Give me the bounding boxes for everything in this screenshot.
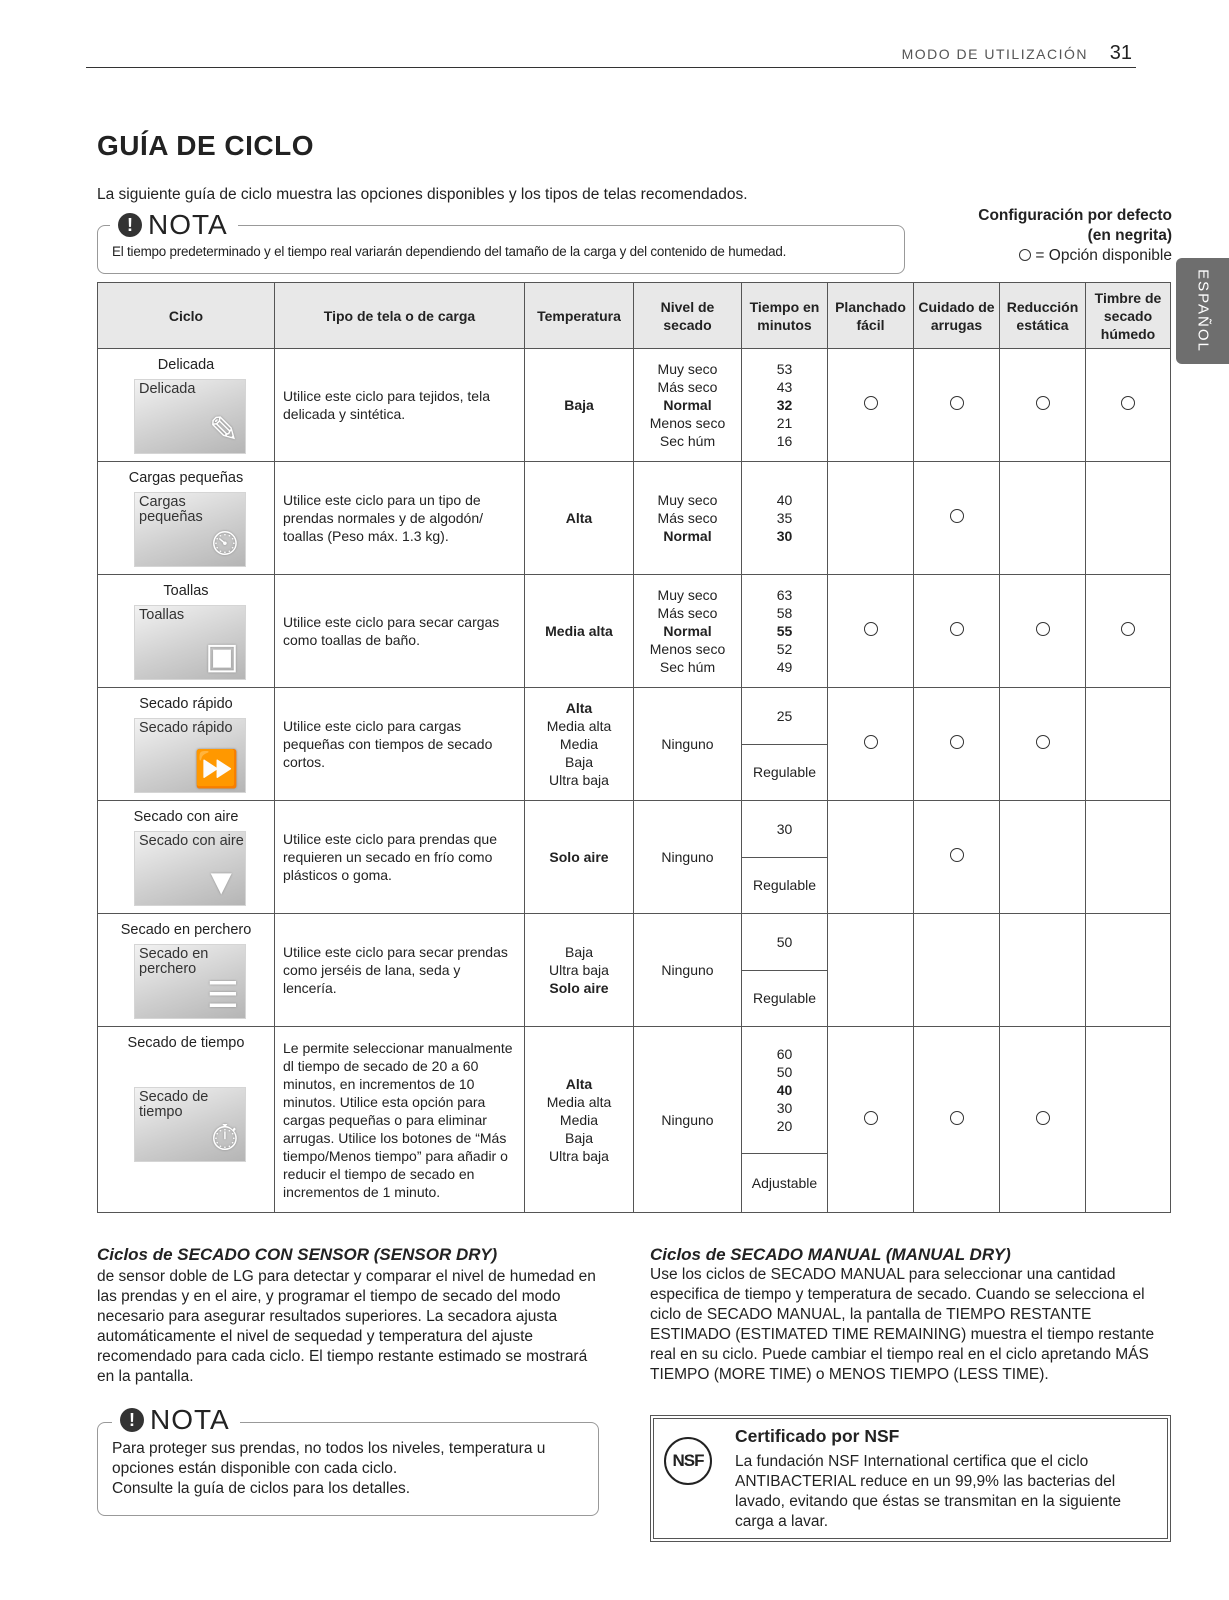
- note-heading: [110, 209, 238, 241]
- time-default: 25: [776, 708, 793, 724]
- time-adjustable: Regulable: [752, 877, 817, 893]
- easy-iron-cell: [828, 575, 914, 688]
- cycle-image-label: Secado de tiempo: [139, 1089, 209, 1120]
- time-adjustable: Regulable: [752, 764, 817, 780]
- cell-line: 40: [776, 492, 793, 508]
- cell-line: 55: [776, 623, 793, 639]
- note-box-top: [97, 209, 905, 274]
- wrinkle-care-cell: [914, 801, 1000, 914]
- cycle-name: Secado en perchero: [120, 922, 252, 938]
- easy-iron-cell: [828, 688, 914, 801]
- option-available-icon: [1121, 622, 1135, 636]
- col-header: Tipo de tela o de carga: [275, 283, 525, 349]
- cell-line: Normal: [663, 623, 712, 639]
- option-available-icon: [1036, 735, 1050, 749]
- cell-line: 60: [776, 1046, 793, 1062]
- col-header: Cuidado de arrugas: [914, 283, 1000, 349]
- temperature-cell: [525, 801, 634, 914]
- scale-icon: ⏲: [210, 522, 239, 563]
- cycle-image: [134, 944, 246, 1019]
- temperature-cell: [525, 914, 634, 1027]
- option-available-icon: [950, 848, 964, 862]
- cycle-cell: [98, 575, 275, 688]
- note-text: El tiempo predeterminado y el tiempo real variarán dependiendo del tamaño de la carga y del contenido de humedad.: [112, 244, 787, 259]
- static-reduction-cell: [1000, 462, 1086, 575]
- temperature-value: Media alta: [545, 623, 613, 639]
- section-title: MODO DE UTILIZACIÓN: [901, 46, 1088, 62]
- cell-line: Media: [559, 736, 599, 752]
- cycle-guide-table: [97, 282, 1171, 1213]
- dry-level-value: Ninguno: [661, 962, 714, 978]
- cell-line: Muy seco: [657, 361, 718, 377]
- option-available-icon: [864, 396, 878, 410]
- temperature-value: Solo aire: [549, 849, 609, 865]
- note-heading: [112, 1404, 240, 1436]
- fabric-cell: Utilice este ciclo para un tipo de prendas normales y de algodón/ toallas (Peso máx. 1.3 kg).: [275, 462, 525, 575]
- note-word: NOTA: [148, 209, 228, 240]
- option-available-icon: [950, 622, 964, 636]
- fabric-cell: Utilice este ciclo para cargas pequeñas con tiempos de secado cortos.: [275, 688, 525, 801]
- wrinkle-care-cell: [914, 688, 1000, 801]
- dry-level-cell: [634, 1027, 742, 1213]
- cell-line: Más seco: [657, 510, 718, 526]
- towel-icon: ▣: [204, 635, 239, 676]
- cell-line: Ultra baja: [549, 1147, 609, 1164]
- time-cell: [742, 462, 828, 575]
- fabric-cell: Utilice este ciclo para tejidos, tela delicada y sintética.: [275, 349, 525, 462]
- option-available-icon: [950, 735, 964, 749]
- table-header-row: [98, 283, 1171, 349]
- cell-line: 16: [776, 433, 793, 449]
- damp-dry-signal-cell: [1086, 688, 1171, 801]
- cell-line: Baja: [564, 944, 594, 960]
- sensor-dry-text: de sensor doble de LG para detectar y comparar el nivel de humedad en las prendas y en el aire, y programar el tiempo de secado del modo necesario para asegurar resultados superiores. La secadora ajusta automáticamente el nivel de sequedad y temperatura del ajuste recomendado para cada ciclo. El tiempo restante estimado se mostrará en la pantalla.: [97, 1268, 596, 1385]
- cell-line: 21: [776, 415, 793, 431]
- cell-line: 30: [776, 528, 793, 544]
- cell-line: Ultra baja: [549, 772, 609, 788]
- time-top: [742, 802, 827, 858]
- time-bottom: [742, 745, 827, 800]
- cell-line: 43: [776, 379, 793, 395]
- damp-dry-signal-cell: [1086, 462, 1171, 575]
- cell-line: Baja: [564, 754, 594, 770]
- note-text: [112, 1439, 588, 1499]
- defaults-legend: [978, 206, 1172, 266]
- option-available-icon: [1121, 396, 1135, 410]
- dry-level-cell: [634, 349, 742, 462]
- cell-line: 49: [776, 659, 793, 675]
- cell-line: 32: [776, 397, 793, 413]
- cell-line: 20: [776, 1118, 793, 1134]
- cycle-name: Cargas pequeñas: [128, 470, 244, 486]
- cycle-name: Secado con aire: [133, 809, 239, 825]
- table-row: [98, 349, 1171, 462]
- cell-line: Normal: [663, 528, 712, 544]
- temperature-cell: [525, 462, 634, 575]
- col-header: Nivel de secado: [634, 283, 742, 349]
- cell-line: Sec húm: [659, 659, 716, 675]
- time-top: [742, 915, 827, 971]
- cycle-image-label: Secado con aire: [139, 833, 244, 849]
- cell-line: Media alta: [546, 718, 612, 734]
- dry-level-cell: [634, 462, 742, 575]
- language-tab-label: ESPAÑOL: [1194, 269, 1211, 353]
- option-available-icon: [950, 1111, 964, 1125]
- legend-line: [978, 246, 1172, 266]
- wrinkle-care-cell: [914, 462, 1000, 575]
- time-cell: [742, 349, 828, 462]
- option-available-icon: [864, 1111, 878, 1125]
- option-available-icon: [950, 509, 964, 523]
- cycle-cell: [98, 1027, 275, 1213]
- dry-level-value: Ninguno: [661, 736, 714, 752]
- cell-line: Media alta: [546, 1093, 612, 1110]
- col-header: Timbre de secado húmedo: [1086, 283, 1171, 349]
- time-bottom: [742, 1154, 827, 1212]
- nsf-logo: NSF: [664, 1437, 712, 1485]
- temperature-value: Alta: [565, 510, 593, 526]
- note-word: NOTA: [150, 1404, 230, 1435]
- dry-level-cell: [634, 575, 742, 688]
- cell-line: Baja: [564, 1129, 594, 1146]
- static-reduction-cell: [1000, 688, 1086, 801]
- warning-icon: !: [120, 1408, 144, 1432]
- fast-forward-icon: ⏩: [194, 748, 239, 789]
- cell-line: 58: [776, 605, 793, 621]
- col-header: Tiempo en minutos: [742, 283, 828, 349]
- dry-level-cell: [634, 801, 742, 914]
- cell-line: Muy seco: [657, 492, 718, 508]
- cycle-image-label: Cargas pequeñas: [139, 494, 203, 525]
- cell-line: Más seco: [657, 605, 718, 621]
- cell-line: 63: [776, 587, 793, 603]
- defaults-title: Configuración por defecto: [978, 207, 1172, 224]
- temperature-cell: [525, 688, 634, 801]
- nsf-certified-box: [650, 1415, 1171, 1542]
- option-available-icon: [950, 396, 964, 410]
- note-line: opciones están disponible con cada ciclo.: [112, 1460, 398, 1477]
- fabric-cell: Utilice este ciclo para secar cargas como toallas de baño.: [275, 575, 525, 688]
- cell-line: Alta: [565, 1075, 593, 1092]
- cell-line: 40: [776, 1082, 793, 1098]
- table-row: [98, 462, 1171, 575]
- wrinkle-care-cell: [914, 1027, 1000, 1213]
- cycle-name: Delicada: [157, 357, 215, 373]
- time-adjustable: Adjustable: [751, 1174, 818, 1191]
- option-available-icon: [864, 735, 878, 749]
- time-cell: [742, 1027, 828, 1213]
- damp-dry-signal-cell: [1086, 914, 1171, 1027]
- dry-level-value: Ninguno: [661, 1111, 714, 1128]
- note-line: Consulte la guía de ciclos para los detalles.: [112, 1480, 411, 1497]
- dry-level-cell: [634, 688, 742, 801]
- cell-line: 52: [776, 641, 793, 657]
- note-box-bottom: [97, 1404, 599, 1516]
- time-bottom: [742, 971, 827, 1026]
- fabric-cell: Utilice este ciclo para secar prendas como jerséis de lana, seda y lencería.: [275, 914, 525, 1027]
- cell-line: Muy seco: [657, 587, 718, 603]
- temperature-value: Baja: [564, 397, 594, 413]
- time-bottom: [742, 858, 827, 913]
- feather-icon: ✎: [208, 409, 239, 450]
- manual-dry-title: Ciclos de SECADO MANUAL (MANUAL DRY): [650, 1245, 1011, 1264]
- page-number: 31: [1109, 42, 1132, 64]
- easy-iron-cell: [828, 914, 914, 1027]
- page-header: [86, 44, 1136, 68]
- dry-level-value: Ninguno: [661, 849, 714, 865]
- sensor-dry-title: Ciclos de SECADO CON SENSOR (SENSOR DRY): [97, 1245, 498, 1264]
- table-row: [98, 575, 1171, 688]
- cycle-image: [134, 492, 246, 567]
- cycle-cell: [98, 688, 275, 801]
- option-available-icon: [1036, 622, 1050, 636]
- fabric-cell: Le permite seleccionar manualmente dl tiempo de secado de 20 a 60 minutos, en incrementos de 10 minutos. Utilice esta opción para cargas pequeñas o para eliminar arrugas. Utilice los botones de “Más tiempo/Menos tiempo” para añadir o reducir el tiempo de secado en incrementos de 1 minuto.: [275, 1027, 525, 1213]
- damp-dry-signal-cell: [1086, 575, 1171, 688]
- option-available-icon: [1036, 1111, 1050, 1125]
- col-header: Ciclo: [98, 283, 275, 349]
- cell-line: Alta: [565, 700, 593, 716]
- static-reduction-cell: [1000, 349, 1086, 462]
- dry-level-cell: [634, 914, 742, 1027]
- temperature-cell: [525, 349, 634, 462]
- col-header: Reducción estática: [1000, 283, 1086, 349]
- cycle-name: Toallas: [163, 583, 209, 599]
- table-row: [98, 801, 1171, 914]
- manual-dry-text: Use los ciclos de SECADO MANUAL para seleccionar una cantidad especifica de tiempo y temperatura de secado. Cuando se selecciona el ciclo de SECADO MANUAL, la pantalla de TIEMPO RESTANTE ESTIMADO (ESTIMATED TIME REMAINING) muestra el tiempo restante real en su ciclo. Puede cambiar el tiempo real en el ciclo apretando MÁS TIEMPO (MORE TIME) o MENOS TIEMPO (LESS TIME).: [650, 1266, 1155, 1383]
- option-available-icon: [1036, 396, 1050, 410]
- cycle-cell: [98, 914, 275, 1027]
- time-cell: [742, 575, 828, 688]
- damp-dry-signal-cell: [1086, 349, 1171, 462]
- cycle-image: [134, 605, 246, 680]
- cycle-image-label: Secado rápido: [139, 720, 233, 736]
- cell-line: Ultra baja: [549, 962, 609, 978]
- table-row: [98, 914, 1171, 1027]
- easy-iron-cell: [828, 801, 914, 914]
- easy-iron-cell: [828, 349, 914, 462]
- cycle-image: [134, 1087, 246, 1162]
- cell-line: 53: [776, 361, 793, 377]
- easy-iron-cell: [828, 462, 914, 575]
- cell-line: Menos seco: [649, 415, 726, 431]
- language-tab: [1176, 258, 1229, 364]
- cell-line: 50: [776, 1064, 793, 1080]
- time-top: [742, 689, 827, 745]
- circle-icon: [1019, 249, 1031, 261]
- intro-text: La siguiente guía de ciclo muestra las opciones disponibles y los tipos de telas recomendados.: [97, 186, 748, 203]
- temperature-cell: [525, 1027, 634, 1213]
- warning-icon: !: [118, 213, 142, 237]
- rack-icon: ☰: [206, 974, 239, 1015]
- time-default: 30: [776, 821, 793, 837]
- option-available-icon: [864, 622, 878, 636]
- table-row: [98, 1027, 1171, 1213]
- cycle-name: Secado de tiempo: [127, 1035, 245, 1051]
- cycle-image: [134, 718, 246, 793]
- static-reduction-cell: [1000, 801, 1086, 914]
- nsf-text: La fundación NSF International certifica que el ciclo ANTIBACTERIAL reduce en un 99,9% las bacterias del lavado, evitando que éstas se transmitan en la siguiente carga a lavar.: [735, 1453, 1122, 1530]
- time-cell: [742, 914, 828, 1027]
- cell-line: 30: [776, 1100, 793, 1116]
- shirt-icon: ▼: [203, 861, 239, 902]
- static-reduction-cell: [1000, 914, 1086, 1027]
- cycle-image-label: Secado en perchero: [139, 946, 209, 977]
- cell-line: Media: [559, 1111, 599, 1128]
- cell-line: Solo aire: [549, 980, 609, 996]
- time-cell: [742, 801, 828, 914]
- time-top: [742, 1028, 827, 1154]
- temperature-cell: [525, 575, 634, 688]
- time-adjustable: Regulable: [752, 990, 817, 1006]
- cell-line: Más seco: [657, 379, 718, 395]
- static-reduction-cell: [1000, 575, 1086, 688]
- static-reduction-cell: [1000, 1027, 1086, 1213]
- legend-text: = Opción disponible: [1035, 247, 1172, 264]
- table-row: [98, 688, 1171, 801]
- wrinkle-care-cell: [914, 575, 1000, 688]
- cycle-cell: [98, 462, 275, 575]
- cycle-cell: [98, 349, 275, 462]
- cell-line: 35: [776, 510, 793, 526]
- col-header: Temperatura: [525, 283, 634, 349]
- easy-iron-cell: [828, 1027, 914, 1213]
- cycle-name: Secado rápido: [139, 696, 233, 712]
- cycle-image: [134, 379, 246, 454]
- timer-icon: ⏱: [210, 1117, 239, 1158]
- col-header: Planchado fácil: [828, 283, 914, 349]
- page-title: GUÍA DE CICLO: [97, 130, 315, 161]
- cycle-image: [134, 831, 246, 906]
- cell-line: Menos seco: [649, 641, 726, 657]
- time-default: 50: [776, 934, 793, 950]
- note-line: Para proteger sus prendas, no todos los niveles, temperatura u: [112, 1440, 546, 1457]
- cycle-image-label: Delicada: [139, 381, 196, 397]
- wrinkle-care-cell: [914, 914, 1000, 1027]
- fabric-cell: Utilice este ciclo para prendas que requieren un secado en frío como plásticos o goma.: [275, 801, 525, 914]
- cell-line: Sec húm: [659, 433, 716, 449]
- cycle-image-label: Toallas: [139, 607, 185, 623]
- defaults-subtitle: (en negrita): [1087, 227, 1172, 244]
- time-cell: [742, 688, 828, 801]
- damp-dry-signal-cell: [1086, 801, 1171, 914]
- nsf-title: Certificado por NSF: [735, 1426, 900, 1446]
- cycle-cell: [98, 801, 275, 914]
- damp-dry-signal-cell: [1086, 1027, 1171, 1213]
- cell-line: Normal: [663, 397, 712, 413]
- wrinkle-care-cell: [914, 349, 1000, 462]
